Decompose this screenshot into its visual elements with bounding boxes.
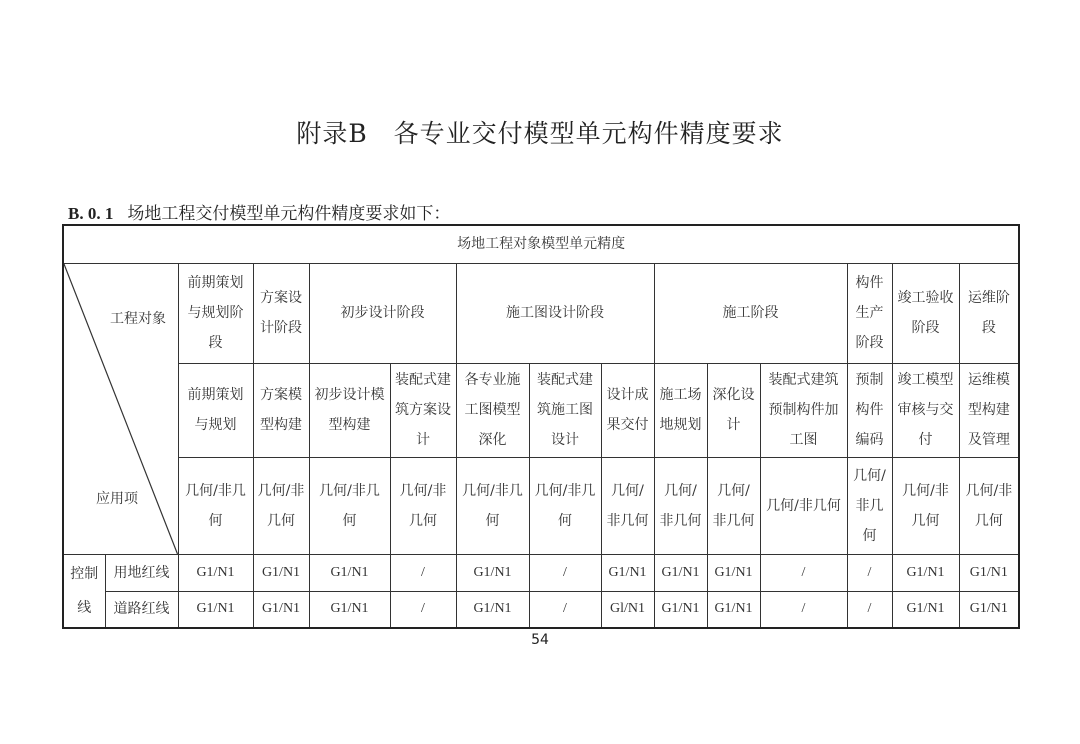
clause-heading [68,199,450,224]
precision-value-cell: G1/N1 [601,554,654,591]
precision-value-cell: G1/N1 [707,591,760,628]
application-header: 施工场地规划 [654,363,707,457]
precision-value-cell: G1/N1 [654,554,707,591]
clause-text: 场地工程交付模型单元构件精度要求如下： [127,204,451,224]
precision-value-cell: / [847,554,892,591]
info-type-cell: 几何/非几何 [178,457,253,554]
application-header: 深化设计 [707,363,760,457]
phase-header: 运维阶段 [959,263,1019,363]
precision-value-cell: G1/N1 [654,591,707,628]
corner-label-applications: 应用项 [96,490,138,507]
table-row [63,554,1019,591]
application-header: 装配式建筑预制构件加工图 [760,363,847,457]
application-header: 预制构件编码 [847,363,892,457]
precision-value-cell: G1/N1 [309,591,390,628]
precision-value-cell: G1/N1 [959,591,1019,628]
precision-value-cell: G1/N1 [707,554,760,591]
corner-header-cell [63,263,178,554]
precision-value-cell: G1/N1 [253,591,309,628]
info-type-cell: 几何/非几何 [309,457,390,554]
application-header: 各专业施工图模型深化 [456,363,529,457]
info-type-cell: 几何/非几何 [456,457,529,554]
info-type-cell: 几何/非几何 [959,457,1019,554]
info-type-cell: 几何/非几何 [253,457,309,554]
info-type-cell: 几何/非几何 [654,457,707,554]
precision-value-cell: G1/N1 [456,554,529,591]
precision-value-cell: / [760,554,847,591]
row-name-cell: 道路红线 [105,591,178,628]
precision-value-cell: G1/N1 [456,591,529,628]
table-row [63,591,1019,628]
application-header: 竣工模型审核与交付 [892,363,959,457]
info-type-cell: 几何/非几何 [601,457,654,554]
phase-header: 初步设计阶段 [309,263,456,363]
page-number: 54 [531,632,549,648]
precision-value-cell: / [847,591,892,628]
info-type-cell: 几何/非几何 [892,457,959,554]
corner-label-objects: 工程对象 [110,310,166,327]
precision-value-cell: G1/N1 [309,554,390,591]
info-type-cell: 几何/非几何 [529,457,601,554]
info-type-cell: 几何/非几何 [390,457,456,554]
group-label-cell: 控制线 [63,554,105,628]
precision-value-cell: / [390,591,456,628]
precision-value-cell: G1/N1 [253,554,309,591]
application-header: 装配式建筑施工图设计 [529,363,601,457]
application-header: 方案模型构建 [253,363,309,457]
precision-value-cell: G1/N1 [178,554,253,591]
appendix-title: 附录B 各专业交付模型单元构件精度要求 [296,119,784,148]
info-type-cell: 几何/非几何 [760,457,847,554]
precision-value-cell: G1/N1 [178,591,253,628]
info-type-cell: 几何/非几何 [847,457,892,554]
precision-value-cell: Gl/N1 [601,591,654,628]
clause-number: B. 0. 1 [68,204,114,223]
info-type-cell: 几何/非几何 [707,457,760,554]
precision-value-cell: G1/N1 [892,591,959,628]
phase-header: 竣工验收阶段 [892,263,959,363]
application-header: 运维模型构建及管理 [959,363,1019,457]
row-name-cell: 用地红线 [105,554,178,591]
application-header: 设计成果交付 [601,363,654,457]
phase-header: 方案设计阶段 [253,263,309,363]
application-header: 初步设计模型构建 [309,363,390,457]
precision-value-cell: / [760,591,847,628]
application-header: 前期策划与规划 [178,363,253,457]
phase-header: 施工阶段 [654,263,847,363]
precision-value-cell: / [529,591,601,628]
precision-value-cell: / [529,554,601,591]
phase-header: 前期策划与规划阶段 [178,263,253,363]
table-caption: 场地工程对象模型单元精度 [63,225,1019,263]
precision-value-cell: / [390,554,456,591]
precision-value-cell: G1/N1 [892,554,959,591]
precision-value-cell: G1/N1 [959,554,1019,591]
phase-header: 构件生产阶段 [847,263,892,363]
precision-table [62,224,1020,629]
application-header: 装配式建筑方案设计 [390,363,456,457]
phase-header: 施工图设计阶段 [456,263,654,363]
